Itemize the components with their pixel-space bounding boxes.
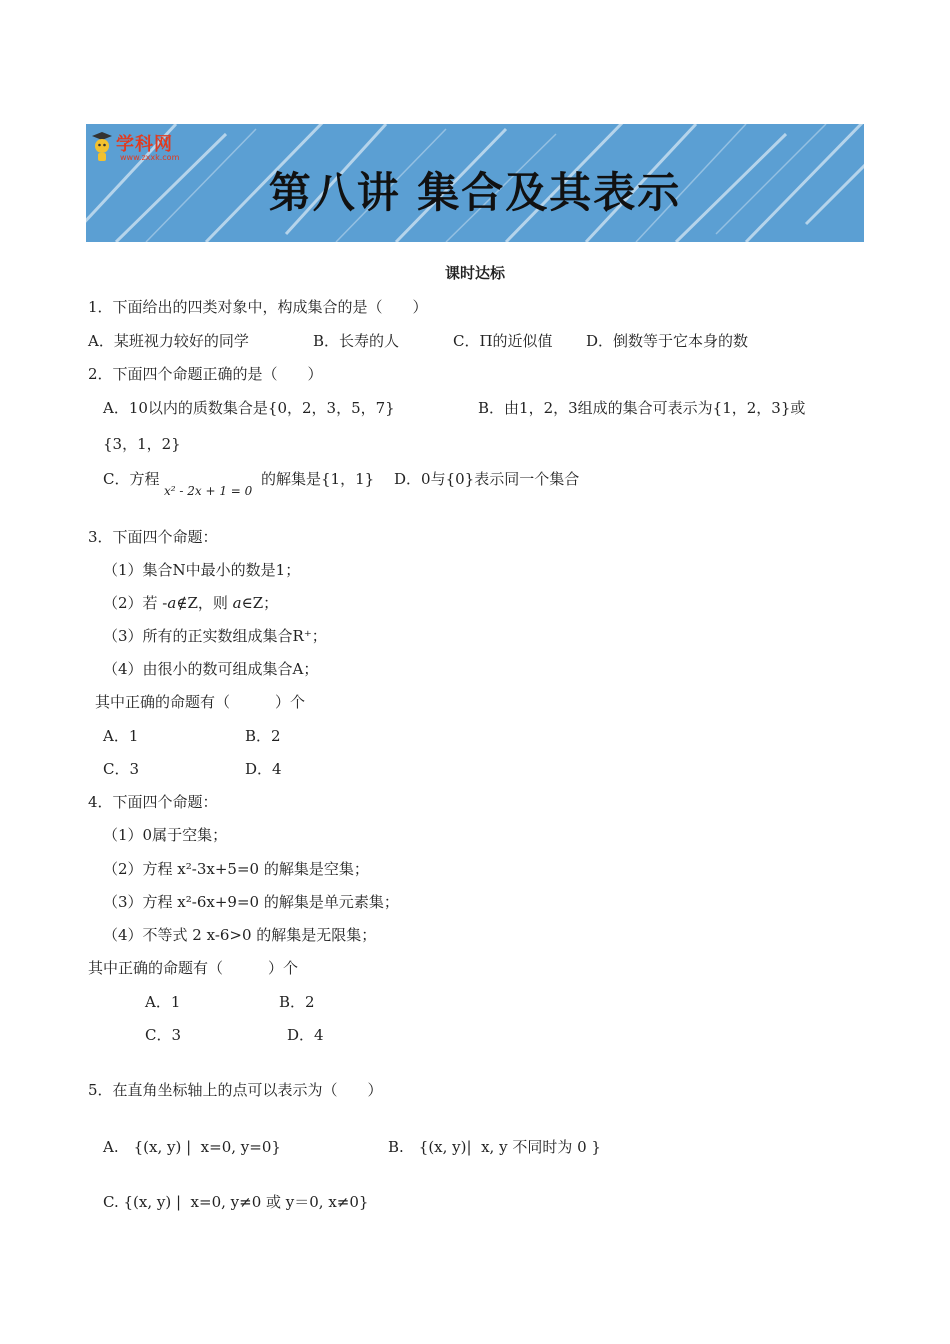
q4-proposition-4: （4）不等式 2 x-6>0 的解集是无限集； [103, 926, 377, 944]
q4-option-d: D．4 [287, 1026, 324, 1044]
q5-stem: 5．在直角坐标轴上的点可以表示为（ ） [88, 1081, 383, 1099]
q4-proposition-2: （2）方程 x²-3x+5=0 的解集是空集； [103, 860, 369, 878]
page-title: 第八讲 集合及其表示 [268, 168, 682, 217]
q2-option-b: B．由1，2，3组成的集合可表示为{1，2，3}或 [478, 399, 806, 417]
q4-stem: 4．下面四个命题： [88, 793, 218, 811]
q2-option-c-label: C．方程 [103, 470, 160, 488]
q4-option-c: C．3 [145, 1026, 182, 1044]
q5-option-b: B. {(x, y)| x, y 不同时为 0 } [388, 1138, 601, 1156]
q2-option-c-text: 的解集是{1，1} [261, 470, 375, 488]
q3-option-d: D．4 [245, 760, 282, 778]
q4-option-b: B．2 [279, 993, 315, 1011]
logo-url: www.zxxk.com [120, 153, 180, 162]
logo-text: 学科网 [116, 134, 173, 155]
q3-proposition-2: （2）若 -a∉Z，则 a∈Z； [103, 594, 279, 612]
q4-question: 其中正确的命题有（ ）个 [88, 959, 299, 977]
q1-option-b: B．长寿的人 [313, 332, 400, 350]
logo-mascot-icon [90, 130, 114, 164]
q5-option-a: A. {(x, y) | x=0, y=0} [103, 1138, 281, 1156]
q3-option-b: B．2 [245, 727, 281, 745]
q3-proposition-3: （3）所有的正实数组成集合R⁺； [103, 627, 327, 645]
q1-option-a: A．某班视力较好的同学 [88, 332, 249, 350]
q4-option-a: A．1 [145, 993, 181, 1011]
q3-question: 其中正确的命题有（ ）个 [95, 693, 306, 711]
q3-option-a: A．1 [103, 727, 139, 745]
q4-proposition-1: （1）0属于空集； [103, 826, 228, 844]
q3-stem: 3．下面四个命题： [88, 528, 218, 546]
q1-stem: 1．下面给出的四类对象中，构成集合的是（ ） [88, 298, 428, 316]
q2-option-d: D．0与{0}表示同一个集合 [394, 470, 580, 488]
q2-option-a: A．10以内的质数集合是{0，2，3，5，7} [103, 399, 395, 417]
q4-proposition-3: （3）方程 x²-6x+9=0 的解集是单元素集； [103, 893, 399, 911]
q2-equation: x² - 2x + 1 = 0 [164, 484, 253, 498]
q2-option-b-continued: {3，1，2} [103, 435, 181, 453]
q1-option-d: D．倒数等于它本身的数 [586, 332, 749, 350]
q2-stem: 2．下面四个命题正确的是（ ） [88, 365, 323, 383]
q3-proposition-1: （1）集合N中最小的数是1； [103, 561, 301, 579]
q3-option-c: C．3 [103, 760, 140, 778]
q3-proposition-4: （4）由很小的数可组成集合A； [103, 660, 319, 678]
section-subtitle: 课时达标 [444, 264, 505, 282]
header-banner [86, 124, 864, 242]
q5-option-c: C. {(x, y) | x=0, y≠0 或 y＝0, x≠0} [103, 1193, 369, 1211]
q1-option-c: C．Π的近似值 [453, 332, 553, 350]
